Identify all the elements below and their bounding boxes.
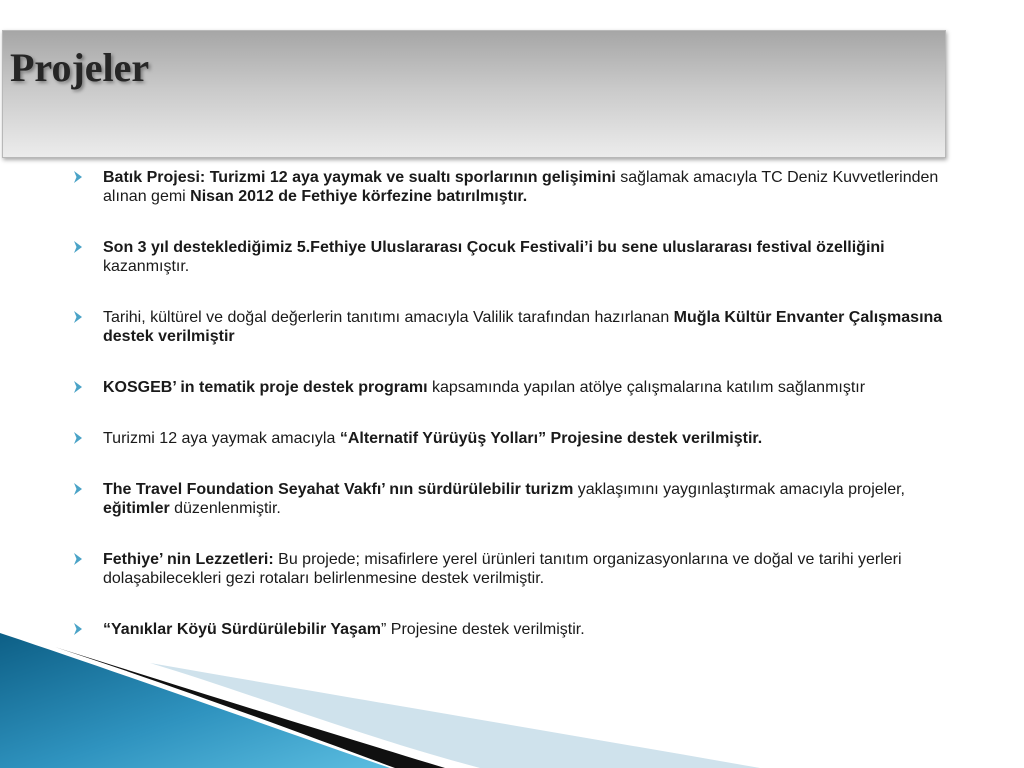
bullet-item [72,378,952,397]
slide-title: Projeler [10,45,150,90]
bullet-text-bold: Batık Projesi: Turizmi 12 aya yaymak ve sualtı sporlarının gelişimini [103,169,616,186]
triangle-arrow-right-icon [73,380,83,394]
bullet-item [72,550,952,588]
triangle-arrow-right-icon [73,240,83,254]
bullet-item [72,168,952,206]
bullet-text-bold: “Alternatif Yürüyüş Yolları” Projesine destek verilmiştir. [339,430,763,447]
bullet-text: sağlamak amacıyla TC Deniz Kuvvetlerinden alınan gemi [103,169,939,205]
bullet-text: Turizmi 12 aya yaymak amacıyla [103,430,340,447]
triangle-arrow-right-icon [73,310,83,324]
triangle-arrow-right-icon [73,552,83,566]
bullet-list [72,168,952,671]
decorative-wave-corner [0,633,1024,768]
bullet-text: Bu projede; misafirlere yerel ürünleri tanıtım organizasyonlarına ve doğal ve tarihi yerleri dolaşabilecekleri gezi rotaları belirlenmesine destek verilmiştir. [103,551,902,587]
bullet-text: kapsamında yapılan atölye çalışmalarına katılım sağlanmıştır [427,379,866,396]
bullet-text: yaklaşımını yaygınlaştırmak amacıyla projeler, [573,481,905,498]
bullet-text-bold: Muğla Kültür Envanter Çalışmasına destek verilmiştir [103,309,943,345]
bullet-item [72,308,952,346]
bullet-text: kazanmıştır. [103,258,190,275]
bullet-item [72,429,952,448]
bullet-item [72,480,952,518]
bullet-text: ” Projesine destek verilmiştir. [381,621,585,638]
triangle-arrow-right-icon [73,431,83,445]
bullet-text-bold: Fethiye’ nin Lezzetleri: [103,551,274,568]
bullet-text-bold: KOSGEB’ in tematik proje destek programı [103,379,428,396]
bullet-text-bold: Son 3 yıl desteklediğimiz 5.Fethiye Uluslararası Çocuk Festivali’i bu sene uluslararası festival özelliğini [103,239,885,256]
bullet-text-bold: eğitimler [103,500,170,517]
bullet-text: Tarihi, kültürel ve doğal değerlerin tanıtımı amacıyla Valilik tarafından hazırlanan [103,309,674,326]
bullet-text-bold: The Travel Foundation Seyahat Vakfı’ nın sürdürülebilir turizm [103,481,574,498]
triangle-arrow-right-icon [73,482,83,496]
bullet-text-bold: Nisan 2012 de Fethiye körfezine batırılmıştır. [190,188,528,205]
bullet-text-bold: “Yanıklar Köyü Sürdürülebilir Yaşam [103,621,382,638]
bullet-item [72,238,952,276]
bullet-text: düzenlenmiştir. [169,500,281,517]
triangle-arrow-right-icon [73,170,83,184]
